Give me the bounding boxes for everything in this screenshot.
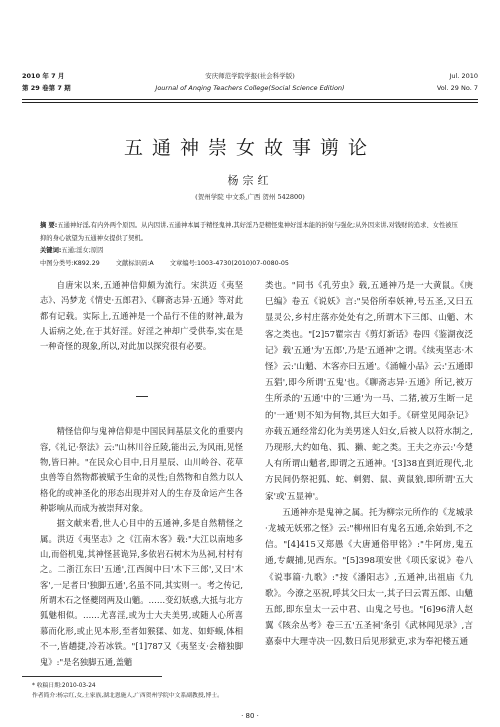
keywords-label: 关键词: bbox=[40, 247, 62, 254]
abstract-label: 摘 要: bbox=[40, 222, 58, 229]
article-title: 五通神崇女故事谫论 bbox=[123, 137, 376, 159]
body-column-right bbox=[265, 278, 473, 651]
abstract-text: 五通神好淫,有内外两个原因。从内因讲,五通神本属于精怪鬼神,其好淫乃是精怪鬼神好淫本能的折射与强化;从外因来讲,对钱财的追求、女性被压抑的身心欲望为五通神女提供了契机。 bbox=[40, 222, 458, 242]
header-rule-thin bbox=[22, 102, 478, 103]
document-code: 文献标识码:A bbox=[115, 259, 154, 267]
page-number: · 80 · bbox=[241, 712, 259, 720]
body-column-left bbox=[40, 278, 243, 670]
issue-date-en: Jul. 2010 bbox=[449, 72, 478, 80]
author-affiliation: (贺州学院 中文系,广西 贺州 542800) bbox=[195, 193, 305, 201]
volume-en: Vol. 29 No. 7 bbox=[436, 84, 478, 92]
clc-number: 中图分类号:K892.29 bbox=[40, 259, 100, 267]
header-rule-thick bbox=[22, 99, 478, 100]
author-bio: 作者简介:杨宗红,女,土家族,湖北恩施人,广西贺州学院中文系副教授,博士。 bbox=[32, 693, 223, 699]
body-paragraph: 精怪信仰与鬼神信仰是中国民间基层文化的重要内容,《礼记·祭法》云:"山林川谷丘陵,能出云,为风雨,见怪物,皆曰神。"在民众心目中,日月星辰、山川岭谷、花草虫兽等自然物都被赋予生命的灵性;自然物和自然力以人格化的或神圣化的形态出现并对人的生存及命运产生各种影响从而成为被崇拜对象。 bbox=[40, 426, 243, 513]
abstract bbox=[40, 220, 460, 245]
body-paragraph: 类也。"同书《孔劳虫》载,五通神乃是一大黄鼠。《庚巳编》卷五《说妖》言:"吴俗所奉妖神,号五圣,又曰五显灵公,乡村庄落亦处处有之,所谓木下三郎、山魈、木客之类也。"[2]57瞿宗吉《剪灯新话》卷四《鉴湖夜泛记》载'五通'为'五郎',乃是'五通神'之谓。《续夷坚志·木怪》云:'山魈、木客亦曰五通'。《涌幢小品》云:'五通即五猖',即今所谓'五鬼'也。《聊斋志异·五通》所记,被万生所杀的'五通'中的'三通'为一马、二猪,被万生断一足的'一通'则不知为何物,其巨大如手。《研堂见闻杂记》亦载五通经常幻化为美男迷人妇女,后被人以符水制之,乃现形,大约如龟、狐、獭、蛇之类。王夫之亦云:'今楚人有所谓山魈者,即谓之五通神。'[3]38直到近现代,北方民间仍祭祀狐、蛇、刺猬、鼠、黄鼠狼,即所谓'五大家'或'五显神'。 bbox=[265, 281, 473, 502]
footnote bbox=[32, 681, 478, 701]
body-paragraph: 据文献来看,世人心目中的五通神,多是自然精怪之属。洪迈《夷坚志》之《江南木客》载:"大江以南地多山,而俗机鬼,其神怪甚诡异,多依岩石树木为丛祠,村村有之。二浙江东曰'五通',江西闽中曰'木下三郎',又曰'木客',一足者曰'独脚五通',名虽不同,其实则一。考之传记,所谓木石之怪夔罔两及山魈。……变幻妖惑,大抵与北方狐魅相似。……尤喜淫,或为士大夫美男,或随人心所喜慕而化形,或止见本形,至者如猴猱、如龙、如虾蟆,体相不一,皆趫捷,冷若冰铁。"[1]787又《夷坚支·会稽独脚鬼》:"是名独脚五通,盖魈 bbox=[40, 518, 243, 667]
issue-date-cn: 2010 年 7 月 bbox=[22, 72, 65, 80]
article-number: 文章编号:1003-4730(2010)07-0080-05 bbox=[169, 259, 289, 267]
author-name: 杨宗红 bbox=[227, 174, 273, 187]
footnote-rule bbox=[22, 676, 162, 677]
received-date: * 收稿日期:2010-03-24 bbox=[32, 683, 96, 689]
body-paragraph: 自唐宋以来,五通神信仰颇为流行。宋洪迈《夷坚志》、冯梦龙《情史·五郎君》、《聊斋志异·五通》等对此都有记载。实际上,五通神是一个品行不佳的财神,最为人诟病之处,在于其好淫。好淫之神却广受供奉,实在是一种奇怪的现象,所以,对此加以探究很有必要。 bbox=[40, 280, 243, 352]
running-header bbox=[22, 70, 478, 100]
classification-line bbox=[40, 258, 460, 271]
header-right bbox=[437, 70, 478, 94]
journal-name-en: Journal of Anqing Teachers College(Social Science Edition) bbox=[155, 84, 345, 92]
keywords bbox=[40, 245, 460, 258]
volume-cn: 第 29 卷第 7 期 bbox=[22, 84, 71, 92]
abstract-block bbox=[40, 220, 460, 270]
body-paragraph: 五通神亦是鬼神之属。托为柳宗元所作的《龙城录·龙城无妖邪之怪》云:"柳州旧有鬼名五通,余始到,不之信。"[4]415又郑愚《大唐通俗甲铭》:"牛阿房,鬼五通,专觑捕,见西东。"[5]398项安世《项氏家说》卷八《说事篇·九歌》:"按《潘阳志》,五通神,出祖庙《九歌》。今潦之巫祝,呼其父曰太一,其子曰云霄五郎、山魈五郎,即东皇太一云中君、山鬼之号也。"[6]96清人赵翼《陔余丛考》卷三五'五圣祠'条引《武林闻见录》,言嘉泰中大理寺决一囚,数日后见形狱吏,求为奉祀楼五通 bbox=[265, 507, 473, 648]
journal-name-cn: 安庆师范学院学报(社会科学版) bbox=[205, 72, 295, 80]
header-center bbox=[22, 70, 478, 94]
section-divider bbox=[40, 389, 243, 404]
keywords-text: 五通;淫女;原因 bbox=[61, 247, 104, 254]
section-mark bbox=[136, 396, 148, 397]
